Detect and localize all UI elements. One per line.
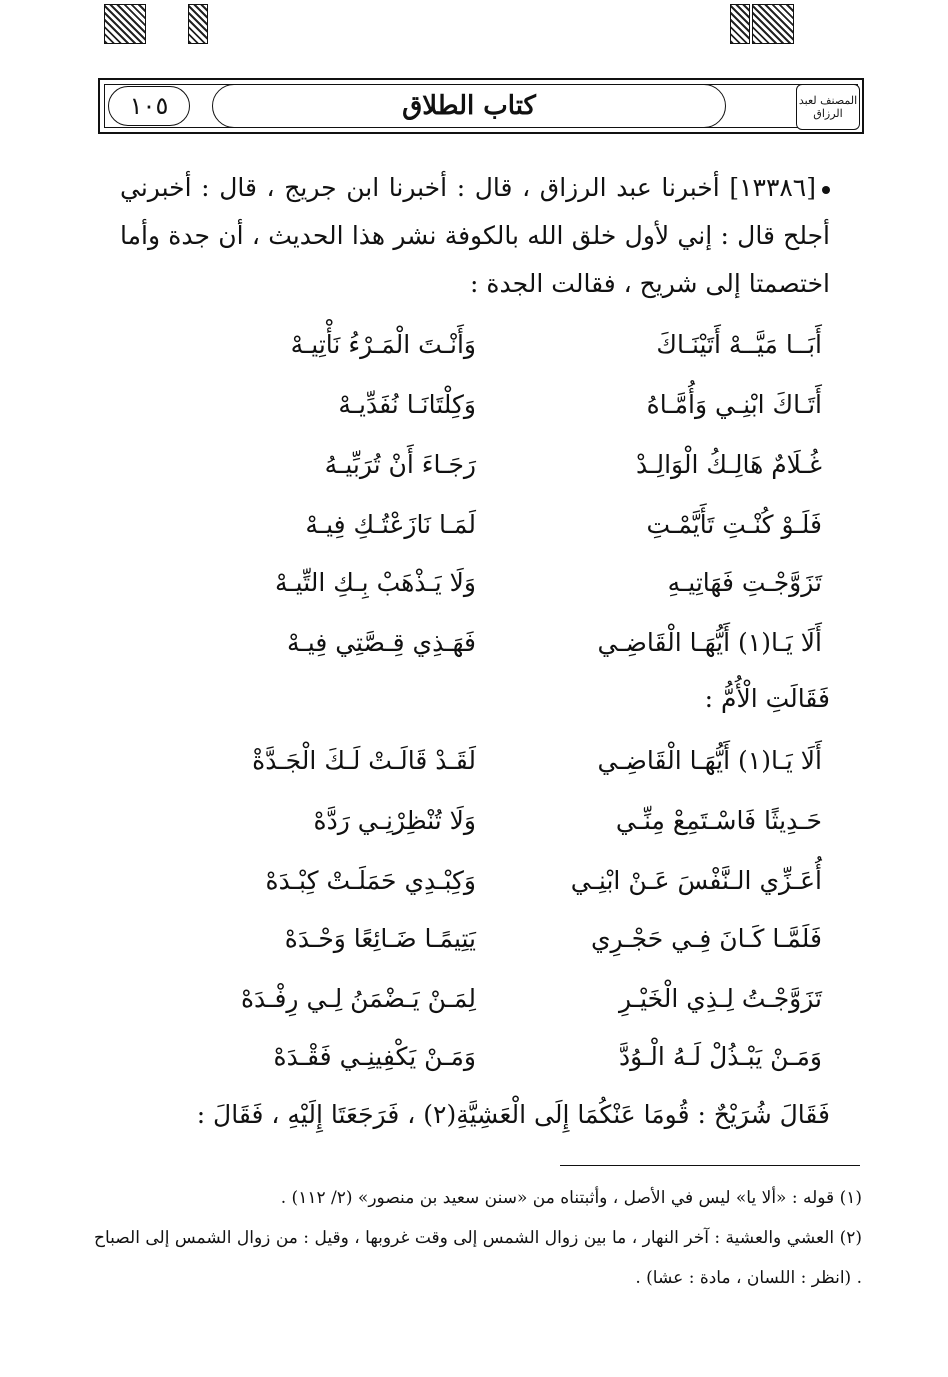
ornament-right (752, 4, 794, 44)
page-title: كتاب الطلاق (212, 84, 726, 128)
verse-hemistich-right: تَزَوَّجْـتُ لِـذِي الْخَيْـرِ (618, 984, 822, 1013)
verse-hemistich-left: فَهَـذِي قِـصَّتِي فِيـهْ (287, 628, 476, 657)
verse-row (146, 568, 822, 608)
verse-hemistich-left: لَمَـا نَازَعْتُـكِ فِيـهْ (305, 510, 476, 539)
verse-hemistich-left: لِمَـنْ يَـضْمَنُ لِـي رِفْـدَهْ (240, 984, 476, 1013)
intro-text: [١٣٣٨٦] أخبرنا عبد الرزاق ، قال : أخبرنا ابن جريج ، قال : أخبرني أجلح قال : إني لأول خلق الله بالكوفة نشر هذا الحديث ، أن جدة وأما اختصمتا إلى شريح ، فقالت الجدة : (120, 173, 830, 298)
verse-hemistich-left: وَكِبْـدِي حَمَلَـتْ كِبْـدَهْ (265, 866, 476, 895)
verse-row (146, 984, 822, 1024)
verse-hemistich-right: حَـدِيثًا فَاسْـتَمِعْ مِنِّـي (615, 806, 822, 835)
verse-hemistich-right: أَلَا يَـا(١) أَيُّهَـا الْقَاضِـي (597, 628, 822, 657)
verse-hemistich-right: تَزَوَّجْـتِ فَهَاتِيـهِ (667, 568, 822, 597)
verse-row (146, 450, 822, 490)
verse-row (146, 330, 822, 370)
closing-line: فَقَالَ شُرَيْحٌ : قُومَا عَنْكُمَا إِلَى الْعَشِيَّةِ(٢) ، فَرَجَعَتَا إِلَيْهِ ، فَقَالَ : (196, 1100, 830, 1129)
bullet-icon (822, 186, 830, 194)
verse-hemistich-left: وَكِلْتَانَـا نُفَدِّيـهْ (338, 390, 476, 419)
footnote-2: (٢) العشي والعشية : آخر النهار ، ما بين زوال الشمس إلى وقت غروبها ، وقيل : من زوال الشمس إلى الصباح . (انظر : اللسان ، مادة : عشا) . (94, 1228, 862, 1288)
book-logo: المصنف لعبد الرزاق (796, 84, 860, 130)
verse-hemistich-left: وَلَا يَـذْهَبْ بِـكِ التِّيـهْ (274, 568, 476, 597)
verse-row (146, 866, 822, 906)
verse-hemistich-right: فَلَمَّـا كَـانَ فِـي حَجْـرِي (590, 924, 822, 953)
verse-hemistich-right: أَتَـاكَ ابْنِـي وَأُمَّـاهُ (646, 390, 822, 419)
verse-hemistich-right: فَلَـوْ كُنْـتِ تَأَيَّمْـتِ (646, 510, 822, 539)
verse-row (146, 924, 822, 964)
ornament-right-2 (730, 4, 750, 44)
footnote-divider (560, 1165, 860, 1166)
verse-hemistich-right: وَمَـنْ يَبْـذُلْ لَـهُ الْـوُدَّ (618, 1042, 822, 1071)
verse-row (146, 628, 822, 668)
mother-label: فَقَالَتِ الْأُمُّ : (704, 684, 830, 713)
intro-paragraph (120, 164, 830, 308)
verse-row (146, 510, 822, 550)
verse-row (146, 390, 822, 430)
verse-hemistich-left: يَتِيمًـا ضَـائِعًا وَحْـدَهْ (284, 924, 476, 953)
verse-hemistich-left: لَقَـدْ قَالَـتْ لَـكَ الْجَـدَّةْ (252, 746, 476, 775)
verse-row (146, 1042, 822, 1082)
verse-hemistich-right: أُعَـزِّي الـنَّفْسَ عَـنْ ابْنِـي (570, 866, 822, 895)
footnote-1: (١) قوله : «ألا يا» ليس في الأصل ، وأثبتناه من «سنن سعيد بن منصور» (٢/ ١١٢) . (280, 1188, 862, 1208)
verse-row (146, 806, 822, 846)
ornament-left (104, 4, 146, 44)
verse-hemistich-right: أَبَــا مَيَّــهْ أَتَيْنَـاكَ (656, 330, 822, 359)
verse-hemistich-left: وَلَا تُنْظِرْنِـي رَدَّهْ (313, 806, 476, 835)
verse-hemistich-left: وَمَـنْ يَكْفِينِـي فَقْـدَهْ (273, 1042, 476, 1071)
verse-row (146, 746, 822, 786)
verse-hemistich-left: وَأَنْـتَ الْمَـرْءُ نَأْتِيـهْ (290, 330, 476, 359)
verse-hemistich-left: رَجَـاءَ أَنْ تُرَبِّيـهُ (324, 450, 476, 479)
page-number: ١٠٥ (108, 86, 190, 126)
verse-hemistich-right: غُـلَامٌ هَالِـكُ الْوَالِـدْ (636, 450, 822, 479)
ornament-left-2 (188, 4, 208, 44)
verse-hemistich-right: أَلَا يَـا(١) أَيُّهَـا الْقَاضِـي (597, 746, 822, 775)
